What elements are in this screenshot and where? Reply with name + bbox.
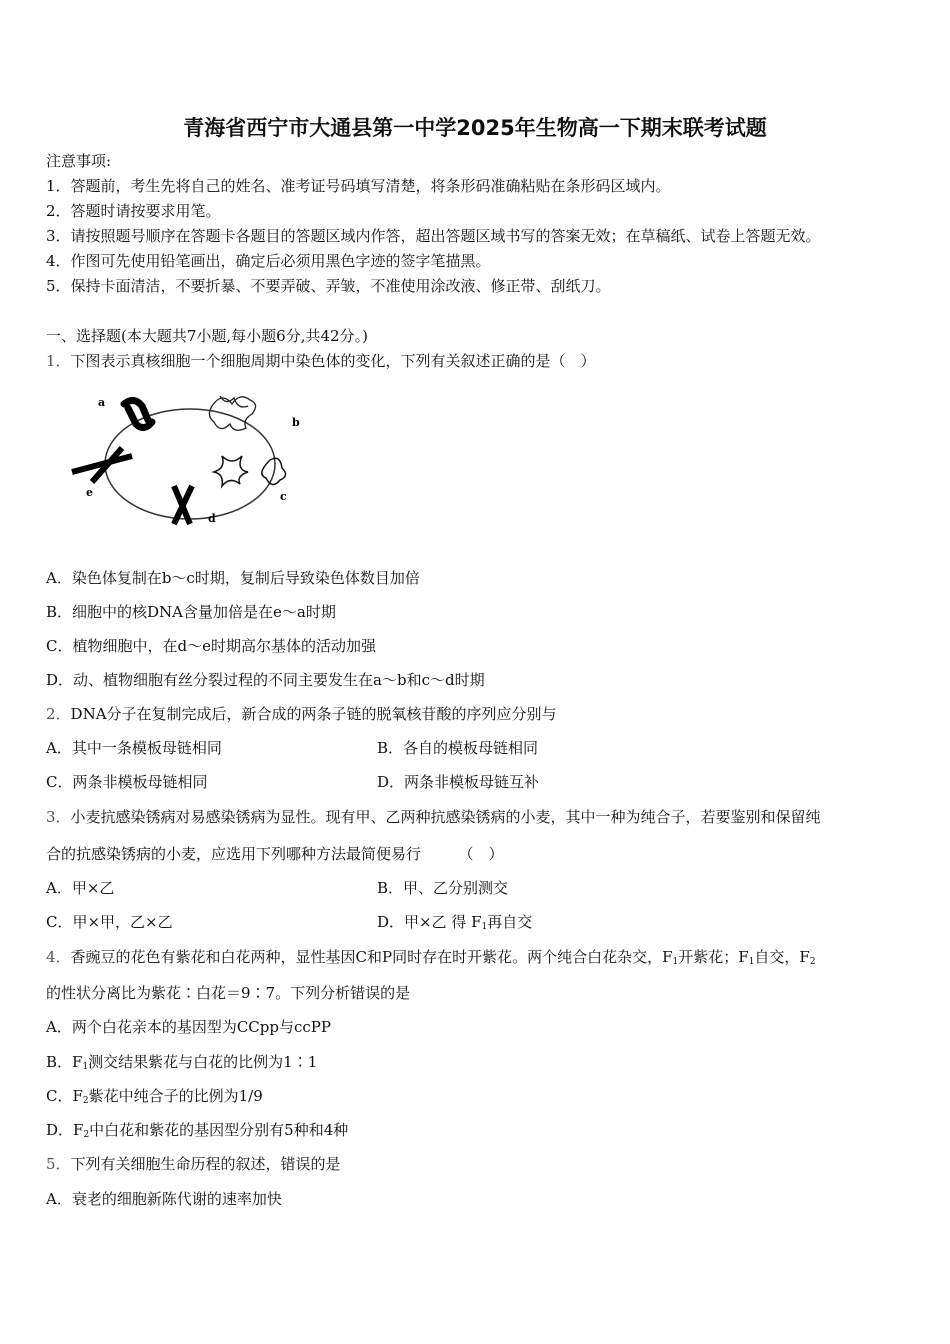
text: 开紫花；F [678,948,749,966]
question-stem: 下列有关细胞生命历程的叙述，错误的是 [70,1155,341,1173]
subscript: 1 [481,922,488,932]
chromosome-e [72,448,132,482]
page-title: 青海省西宁市大通县第一中学2025年生物高一下期末联考试题 [183,116,767,140]
text: B．F [46,1053,83,1071]
question-1 [46,351,596,371]
section-heading: 一、选择题(本大题共7小题,每小题6分,共42分。) [46,327,368,345]
q3-option-d [377,912,532,937]
question-3-cont: 合的抗感染锈病的小麦，应选用下列哪种方法最简便易行 （ ） [46,845,504,863]
text: 中白花和紫花的基因型分别有5种和4种 [89,1121,349,1139]
q1-option-b: B．细胞中的核DNA含量加倍是在e～a时期 [46,603,336,621]
question-stem: 小麦抗感染锈病对易感染锈病为显性。现有甲、乙两种抗感染锈病的小麦，其中一种为纯合子，若要鉴别和保留纯 [70,808,821,826]
q4-option-a: A．两个白花亲本的基因型为CCpp与ccPP [46,1018,331,1036]
chromatin-b [209,396,255,430]
text: 再自交 [487,913,533,931]
q4-option-c [46,1086,263,1111]
question-number: 5． [46,1155,71,1173]
note-item: 5．保持卡面清洁，不要折暴、不要弄破、弄皱，不准使用涂改液、修正带、刮纸刀。 [46,277,611,295]
q4-option-b [46,1052,317,1077]
cycle-ring [105,409,275,519]
subscript: 1 [82,1062,89,1072]
subscript: 1 [748,957,755,967]
subscript: 2 [83,1130,90,1140]
note-item: 3．请按照题号顺序在答题卡各题目的答题区域内作答，超出答题区域书写的答案无效；在草稿纸、试卷上答题无效。 [46,227,821,245]
note-item: 1．答题前，考生先将自己的姓名、准考证号码填写清楚，将条形码准确粘贴在条形码区域内。 [46,177,671,195]
q5-option-a: A．衰老的细胞新陈代谢的速率加快 [46,1190,282,1208]
text: D．F [46,1121,84,1139]
question-4-cont: 的性状分离比为紫花∶白花＝9∶7。下列分析错误的是 [46,984,411,1002]
text: 自交，F [754,948,810,966]
figure-label-b: b [292,416,300,429]
question-number: 3． [46,808,71,826]
text: C．F [46,1087,83,1105]
question-3 [46,807,821,827]
question-number: 2． [46,705,71,723]
question-2 [46,704,557,724]
figure-label-c: c [280,490,287,503]
q3-option-a: A．甲×乙 [46,879,115,897]
notes-heading: 注意事项: [46,152,112,170]
chromosome-a [124,400,152,427]
question-stem: DNA分子在复制完成后，新合成的两条子链的脱氧核苷酸的序列应分别与 [70,705,557,723]
q2-option-a: A．其中一条模板母链相同 [46,739,222,757]
question-5 [46,1154,341,1174]
question-stem: 下图表示真核细胞一个细胞周期中染色体的变化，下列有关叙述正确的是（ ） [70,352,596,370]
q4-option-d [46,1120,348,1145]
question-number: 4． [46,948,71,966]
figure-label-d: d [208,512,216,525]
subscript: 1 [672,957,679,967]
q2-option-b: B．各自的模板母链相同 [377,739,539,757]
question-number: 1． [46,352,71,370]
q1-option-a: A．染色体复制在b～c时期，复制后导致染色体数目加倍 [46,569,420,587]
subscript: 2 [82,1096,89,1106]
q1-option-d: D．动、植物细胞有丝分裂过程的不同主要发生在a～b和c～d时期 [46,671,485,689]
question-4 [46,947,816,972]
q3-option-b: B．甲、乙分别测交 [377,879,509,897]
figure-label-e: e [86,486,93,499]
q1-option-c: C．植物细胞中，在d～e时期高尔基体的活动加强 [46,637,376,655]
text: D．甲×乙 得 F [377,913,482,931]
note-item: 4．作图可先使用铅笔画出，确定后必须用黑色字迹的签字笔描黑。 [46,252,491,270]
text: 香豌豆的花色有紫花和白花两种，显性基因C和P同时存在时开紫花。两个纯合白花杂交，F [70,948,673,966]
q3-option-c: C．甲×甲，乙×乙 [46,913,173,931]
q2-option-d: D．两条非模板母链互补 [377,773,540,791]
note-item: 2．答题时请按要求用笔。 [46,202,221,220]
text: 紫花中纯合子的比例为1/9 [88,1087,263,1105]
cell-cycle-figure [62,386,322,536]
q2-option-c: C．两条非模板母链相同 [46,773,208,791]
figure-label-a: a [98,396,106,409]
text: 测交结果紫花与白花的比例为1∶1 [88,1053,318,1071]
subscript: 2 [809,957,816,967]
